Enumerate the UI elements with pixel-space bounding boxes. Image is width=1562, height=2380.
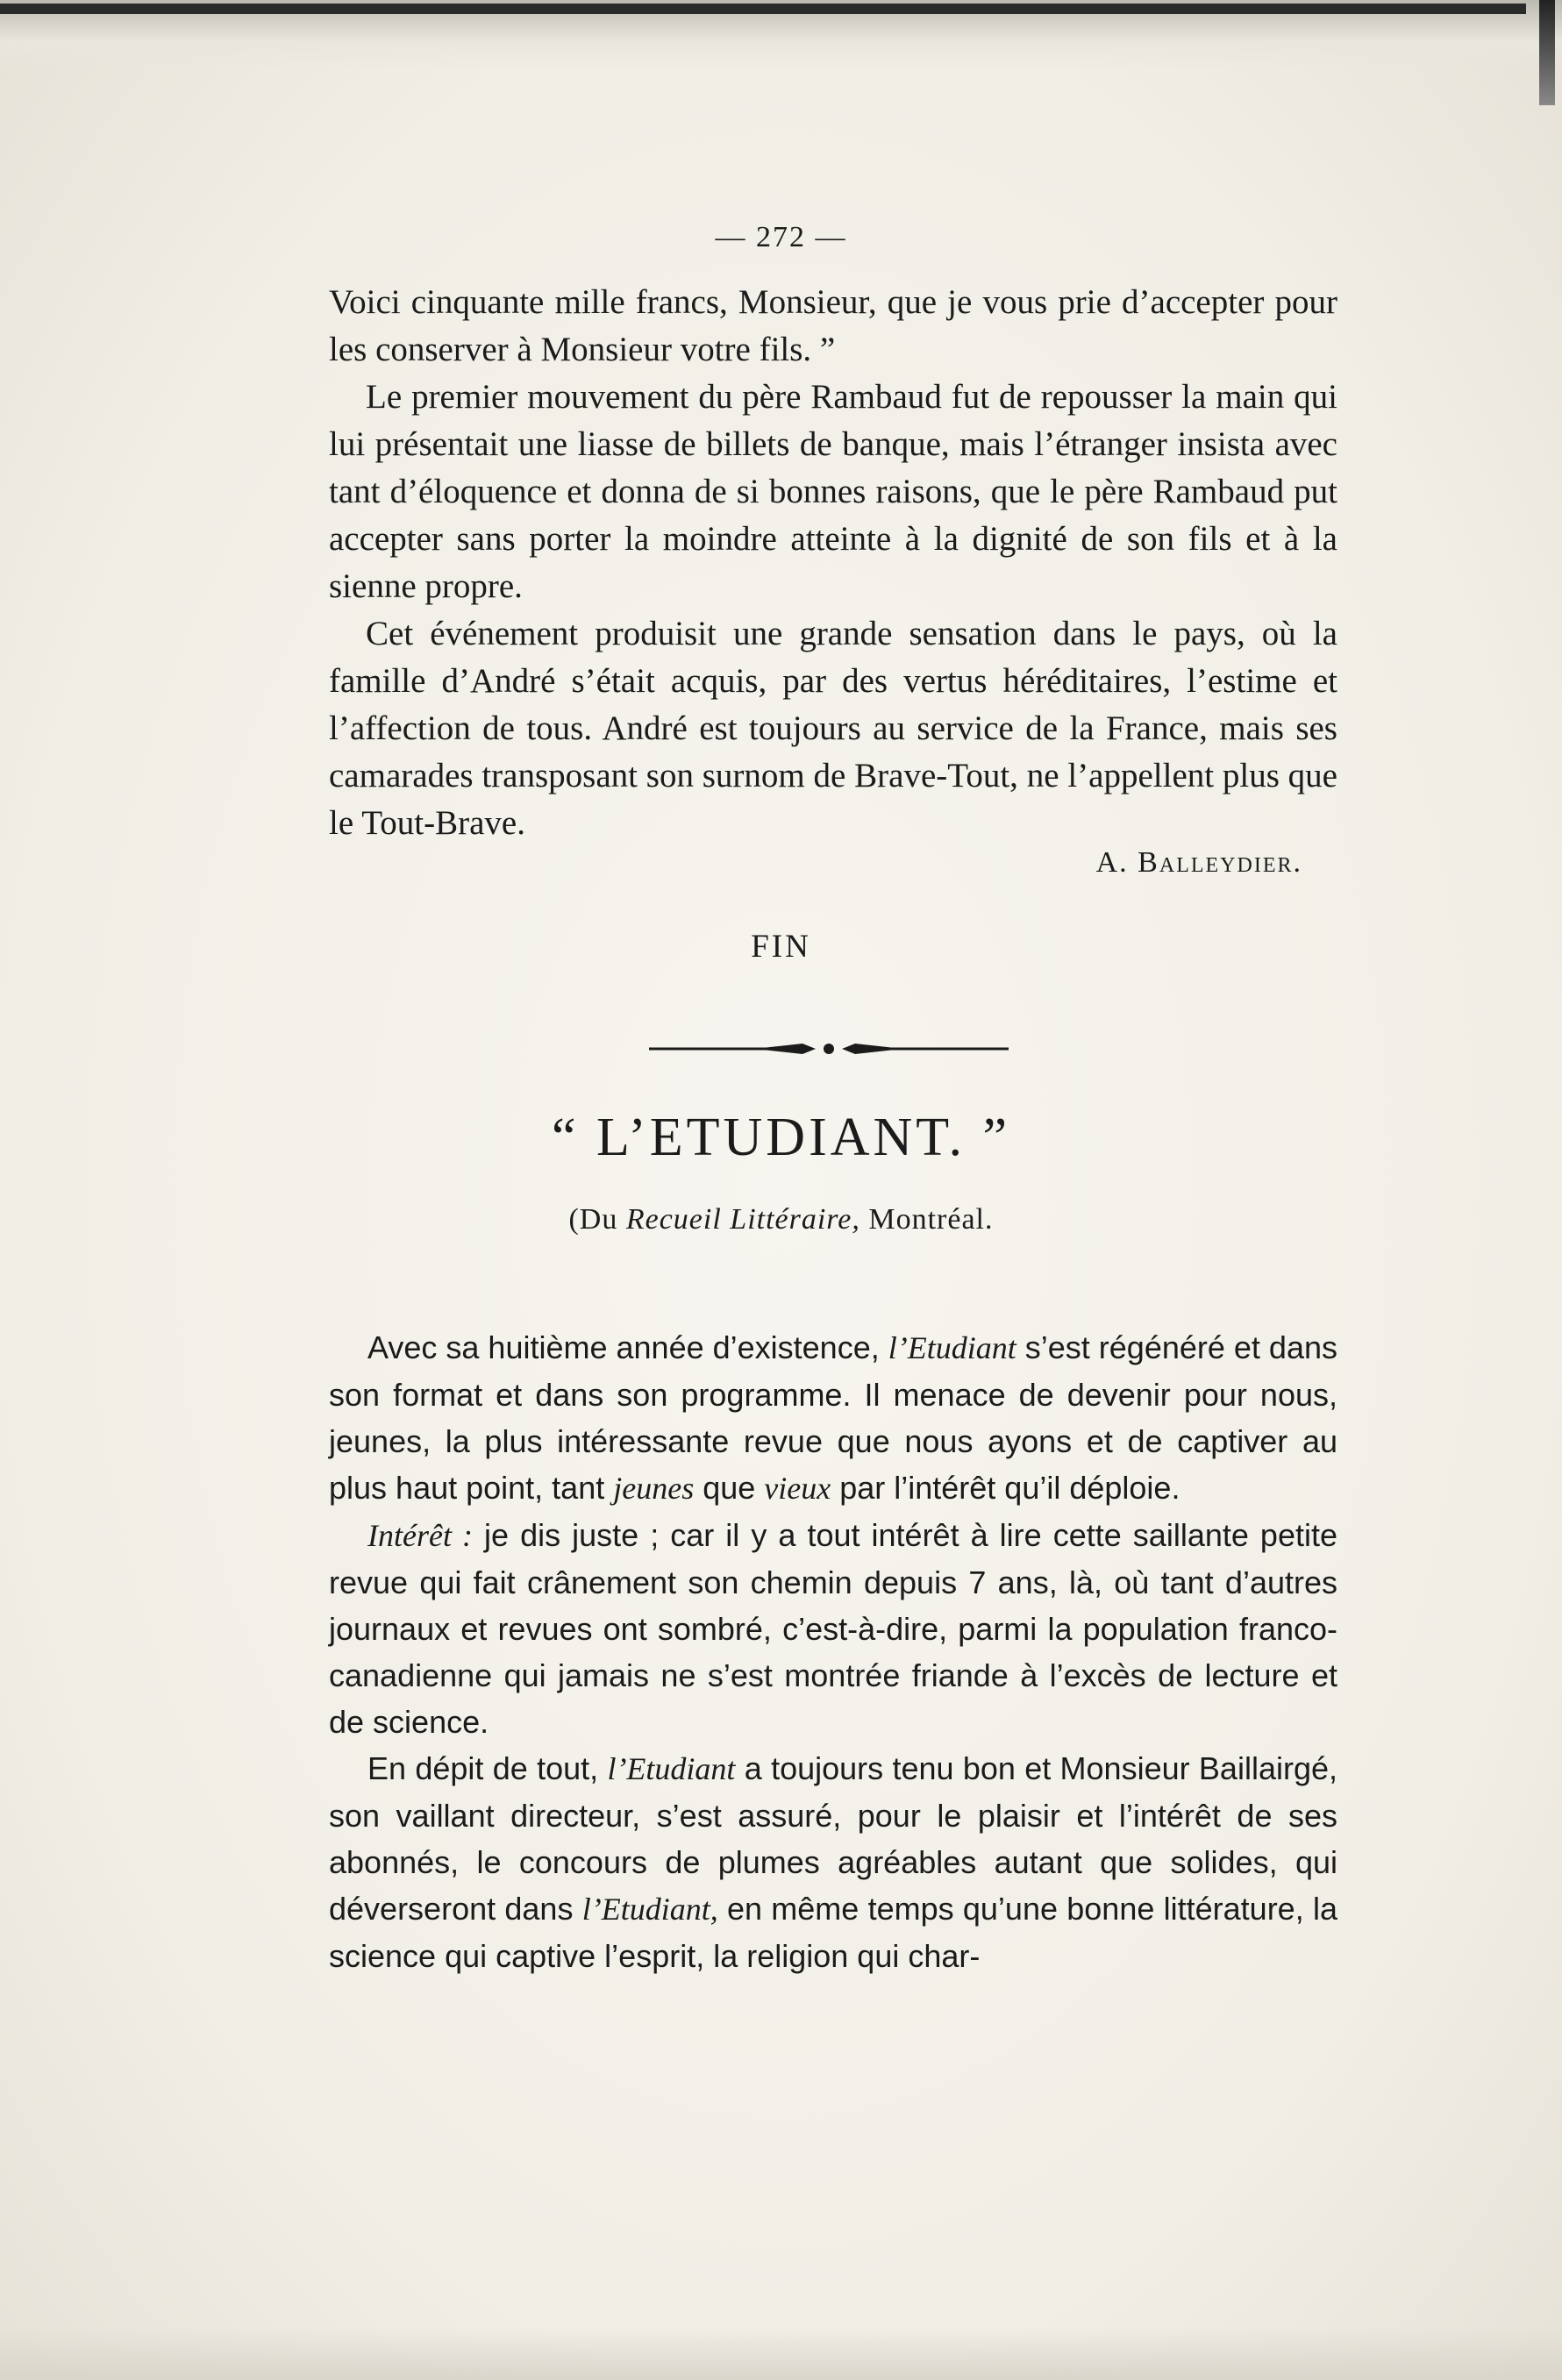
article-source (0, 1203, 1562, 1236)
scan-bottom-shadow (0, 2327, 1562, 2380)
text-run: je dis juste ; car il y a tout intérêt à lire cette saillante petite revue qui fait crânement son chemin depuis 7 ans, là, où tant d’autres journaux et revues ont sombré, c’est-à-dire, parmi la population franco-canadienne qui jamais ne s’est montrée friande à l’excès de lecture et de science. (329, 1517, 1337, 1740)
italic-run: l’Etudiant (607, 1751, 736, 1786)
article-paragraph-3 (329, 1745, 1337, 1979)
story-paragraph-1: Voici cinquante mille francs, Monsieur, que je vous prie d’accepter pour les conserver à Monsieur votre fils. ” (329, 283, 1337, 368)
text-run: En dépit de tout, (367, 1750, 608, 1786)
italic-run: l’Etudiant, (581, 1892, 718, 1927)
author-signature: A. Balleydier. (1095, 846, 1302, 879)
article-text (329, 1324, 1337, 1979)
article-paragraph-1 (329, 1324, 1337, 1512)
scan-right-border (1539, 0, 1555, 105)
ornamental-divider (649, 1038, 1009, 1059)
fin-label: FIN (751, 929, 811, 965)
text-run: s’est régénéré et dans son format et dans son programme. Il menace de devenir pour nous, jeunes, la plus intéressante revue que nous ayons et de captiver au plus haut point, tant (329, 1329, 1338, 1506)
source-prefix: (Du (568, 1203, 618, 1236)
article-paragraph-2 (329, 1512, 1337, 1745)
text-run: que (694, 1470, 765, 1506)
text-run: en même temps qu’une bonne littérature, la science qui captive l’esprit, la religion qui char- (329, 1891, 1337, 1974)
story-text (329, 279, 1337, 847)
text-run: par l’intérêt qu’il déploie. (831, 1470, 1180, 1506)
text-run: Avec sa huitième année d’existence, (367, 1329, 888, 1365)
source-publication: Recueil Littéraire, (625, 1203, 860, 1236)
italic-run: vieux (764, 1471, 831, 1506)
italic-run: Intérêt : (367, 1518, 473, 1553)
page-number: — 272 — (715, 221, 847, 253)
story-paragraph-3: Cet événement produisit une grande sensation dans le pays, où la famille d’André s’était acquis, par des vertus héréditaires, l’estime et l’affection de tous. André est toujours au service de la France, mais ses camarades transposant son surnom de Brave-Tout, ne l’appellent plus que le Tout-Brave. (329, 615, 1337, 842)
source-city: Montréal. (868, 1203, 994, 1236)
scan-top-border (0, 4, 1526, 14)
italic-run: l’Etudiant (888, 1330, 1016, 1365)
article-title: “ L’ETUDIANT. ” (551, 1108, 1011, 1167)
story-paragraph-2: Le premier mouvement du père Rambaud fut de repousser la main qui lui présentait une liasse de billets de banque, mais l’étranger insista avec tant d’éloquence et donna de si bonnes raisons, que le père Rambaud put accepter sans porter la moindre atteinte à la dignité de son fils et à la sienne propre. (329, 378, 1337, 605)
text-run: a toujours tenu bon et Monsieur Baillairgé, son vaillant directeur, s’est assuré, pour le plaisir et l’intérêt de ses abonnés, le concours de plumes agréables autant que solides, qui déverseront dans (329, 1750, 1337, 1927)
italic-run: jeunes (613, 1471, 695, 1506)
